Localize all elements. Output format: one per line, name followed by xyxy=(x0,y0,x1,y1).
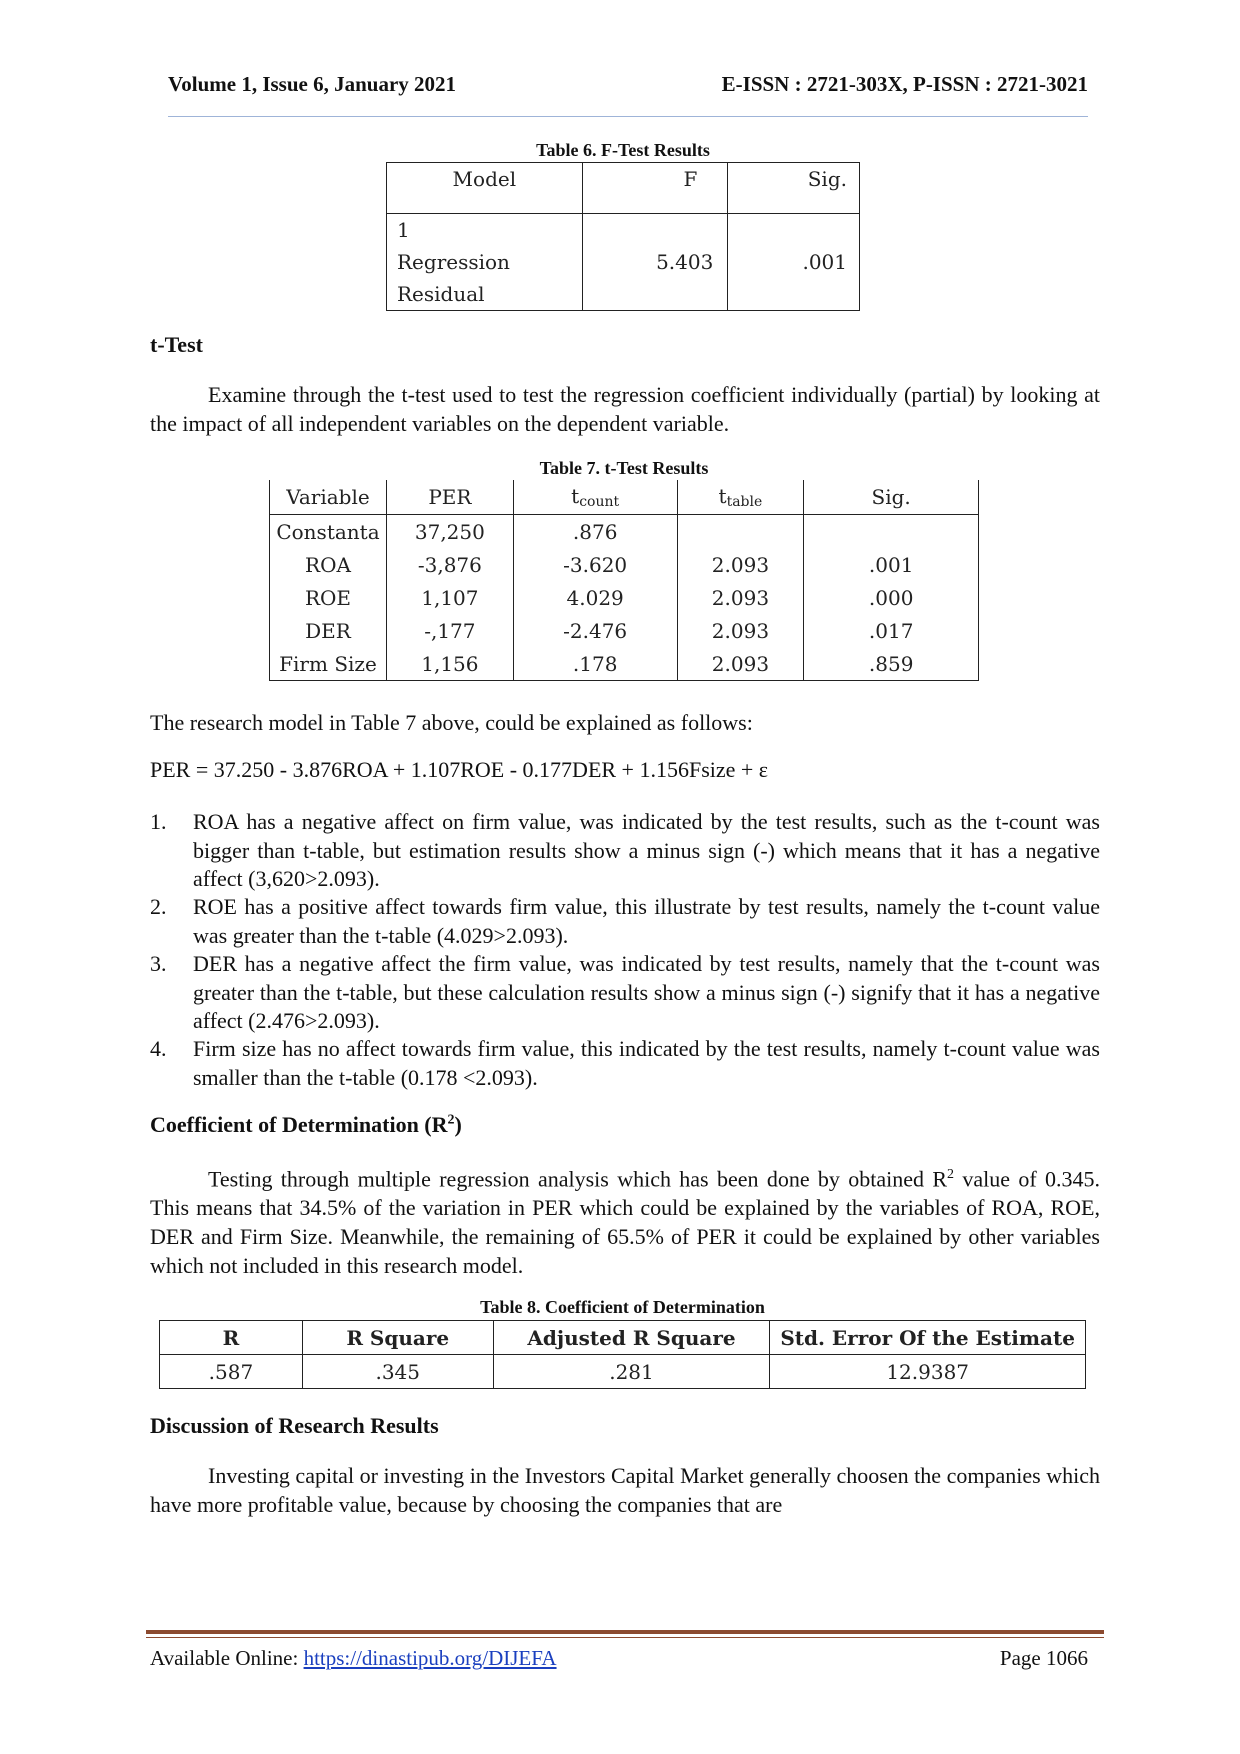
table7-cell: 2.093 xyxy=(677,647,804,681)
coef-para-a: Testing through multiple regression analysis which has been done by obtained R xyxy=(208,1166,948,1192)
footer-availability xyxy=(150,1646,557,1671)
table7-cell: 1,107 xyxy=(386,581,513,614)
table7-cell: 1,156 xyxy=(386,647,513,681)
table7-cell: .001 xyxy=(804,548,979,581)
list-text: ROA has a negative affect on firm value, was indicated by the test results, such as the t-count was bigger than t-table, but estimation results show a minus sign (-) which means that it has a negative affect (3,620>2.093). xyxy=(193,809,1100,891)
table7-cell: .178 xyxy=(513,647,677,681)
table-row xyxy=(270,548,979,581)
table-row xyxy=(270,581,979,614)
table7-cell: -,177 xyxy=(386,614,513,647)
footer-divider xyxy=(146,1630,1104,1634)
journal-link[interactable]: https://dinastipub.org/DIJEFA xyxy=(303,1646,557,1670)
table8-r-square-value: .345 xyxy=(302,1355,493,1389)
table7-header-variable: Variable xyxy=(270,480,387,515)
coefficient-paragraph xyxy=(150,1160,1100,1280)
list-number: 1. xyxy=(150,809,167,834)
page-number: Page 1066 xyxy=(999,1646,1088,1670)
table7-cell: 37,250 xyxy=(386,515,513,549)
list-text: Firm size has no affect towards firm value, this indicated by the test results, namely t-count value was smaller than the t-table (0.178 <2.093). xyxy=(193,1036,1100,1090)
table-row xyxy=(270,515,979,549)
table7-header-ttable-t: t xyxy=(718,484,727,508)
coef-para-sup: 2 xyxy=(947,1167,955,1182)
regression-equation: PER = 37.250 - 3.876ROA + 1.107ROE - 0.177DER + 1.156Fsize + ε xyxy=(150,757,769,782)
list-text: DER has a negative affect the firm value, was indicated by test results, namely that the t-count was greater than the t-table, but these calculation results show a minus sign (-) signify that it has a negative affect (2.476>2.093). xyxy=(193,951,1100,1033)
table7-cell: 2.093 xyxy=(677,581,804,614)
table6-model-regression: Regression xyxy=(397,250,510,274)
coef-heading-sup: 2 xyxy=(447,1112,455,1128)
table7-cell: Firm Size xyxy=(270,647,387,681)
table7-cell xyxy=(677,515,804,549)
model-explanation: The research model in Table 7 above, could be explained as follows: xyxy=(150,710,753,735)
table6-header-f: F xyxy=(582,163,728,214)
list-text: ROE has a positive affect towards firm value, this illustrate by test results, namely the t-count value was greater than the t-table (4.029>2.093). xyxy=(193,894,1100,948)
table6-model-residual: Residual xyxy=(397,282,485,306)
table-row xyxy=(160,1355,1086,1389)
table6-header-sig: Sig. xyxy=(728,163,860,214)
table7-cell: -3,876 xyxy=(386,548,513,581)
table8-std-error-value: 12.9387 xyxy=(770,1355,1086,1389)
table6-model-cell xyxy=(387,214,583,311)
table7-cell: 2.093 xyxy=(677,548,804,581)
coef-para-b: value of 0.345. This means that 34.5% of the variation in PER which could be explained by the variables of ROA, ROE, DER and Firm Size. Meanwhile, the remaining of 65.5% of PER it could be explained by other variables which not included in this research model. xyxy=(150,1166,1101,1279)
table8-adjusted-value: .281 xyxy=(493,1355,770,1389)
table7-cell: DER xyxy=(270,614,387,647)
section-heading-coefficient xyxy=(150,1112,462,1138)
table7-cell xyxy=(804,515,979,549)
table7-cell: ROA xyxy=(270,548,387,581)
table7-header-ttable xyxy=(677,480,804,515)
footer-divider-thin xyxy=(146,1637,1104,1638)
table8-coefficient xyxy=(159,1320,1086,1389)
table8-header-std-error: Std. Error Of the Estimate xyxy=(770,1321,1086,1355)
table6-model-number: 1 xyxy=(397,218,410,242)
list-number: 4. xyxy=(150,1036,167,1061)
t-test-paragraph: Examine through the t-test used to test the regression coefficient individually (partial) by looking at the impact of all independent variables on the dependent variable. xyxy=(150,382,1100,436)
table8-header-r: R xyxy=(160,1321,303,1355)
table8-caption: Table 8. Coefficient of Determination xyxy=(480,1297,765,1317)
table6-caption: Table 6. F-Test Results xyxy=(536,140,710,160)
table8-header-adjusted: Adjusted R Square xyxy=(493,1321,770,1355)
table7-cell: ROE xyxy=(270,581,387,614)
table7-header-tcount-t: t xyxy=(571,484,580,508)
table7-header-sig: Sig. xyxy=(804,480,979,515)
discussion-paragraph: Investing capital or investing in the Investors Capital Market generally choosen the companies which have more profitable value, because by choosing the companies that are xyxy=(150,1463,1100,1517)
table6-f-value: 5.403 xyxy=(582,214,728,311)
table7-cell: .017 xyxy=(804,614,979,647)
table7-header-ttable-sub: table xyxy=(726,494,763,510)
section-heading-t-test: t-Test xyxy=(150,332,203,357)
table7-cell: -3.620 xyxy=(513,548,677,581)
table7-cell: 2.093 xyxy=(677,614,804,647)
table6-sig-value: .001 xyxy=(728,214,860,311)
coef-heading-text: Coefficient of Determination (R xyxy=(150,1112,448,1137)
table7-t-test xyxy=(269,480,979,681)
section-heading-discussion: Discussion of Research Results xyxy=(150,1413,439,1438)
table7-cell: .859 xyxy=(804,647,979,681)
table7-cell: Constanta xyxy=(270,515,387,549)
journal-volume: Volume 1, Issue 6, January 2021 xyxy=(168,72,457,96)
table8-r-value: .587 xyxy=(160,1355,303,1389)
table7-header-tcount xyxy=(513,480,677,515)
table8-header-r-square: R Square xyxy=(302,1321,493,1355)
list-number: 3. xyxy=(150,951,167,976)
table7-header-per: PER xyxy=(386,480,513,515)
list-number: 2. xyxy=(150,894,167,919)
journal-issn: E-ISSN : 2721-303X, P-ISSN : 2721-3021 xyxy=(721,72,1088,96)
table7-cell: 4.029 xyxy=(513,581,677,614)
table7-cell: -2.476 xyxy=(513,614,677,647)
table-row xyxy=(270,614,979,647)
table7-caption: Table 7. t-Test Results xyxy=(539,458,709,478)
coef-heading-end: ) xyxy=(454,1112,462,1137)
table7-header-tcount-sub: count xyxy=(579,494,620,510)
table7-cell: .876 xyxy=(513,515,677,549)
header-divider xyxy=(168,116,1088,117)
table6-header-model: Model xyxy=(387,163,583,214)
footer-label: Available Online: xyxy=(150,1646,304,1670)
table-row xyxy=(270,647,979,681)
table7-cell: .000 xyxy=(804,581,979,614)
table6-f-test xyxy=(386,162,860,311)
